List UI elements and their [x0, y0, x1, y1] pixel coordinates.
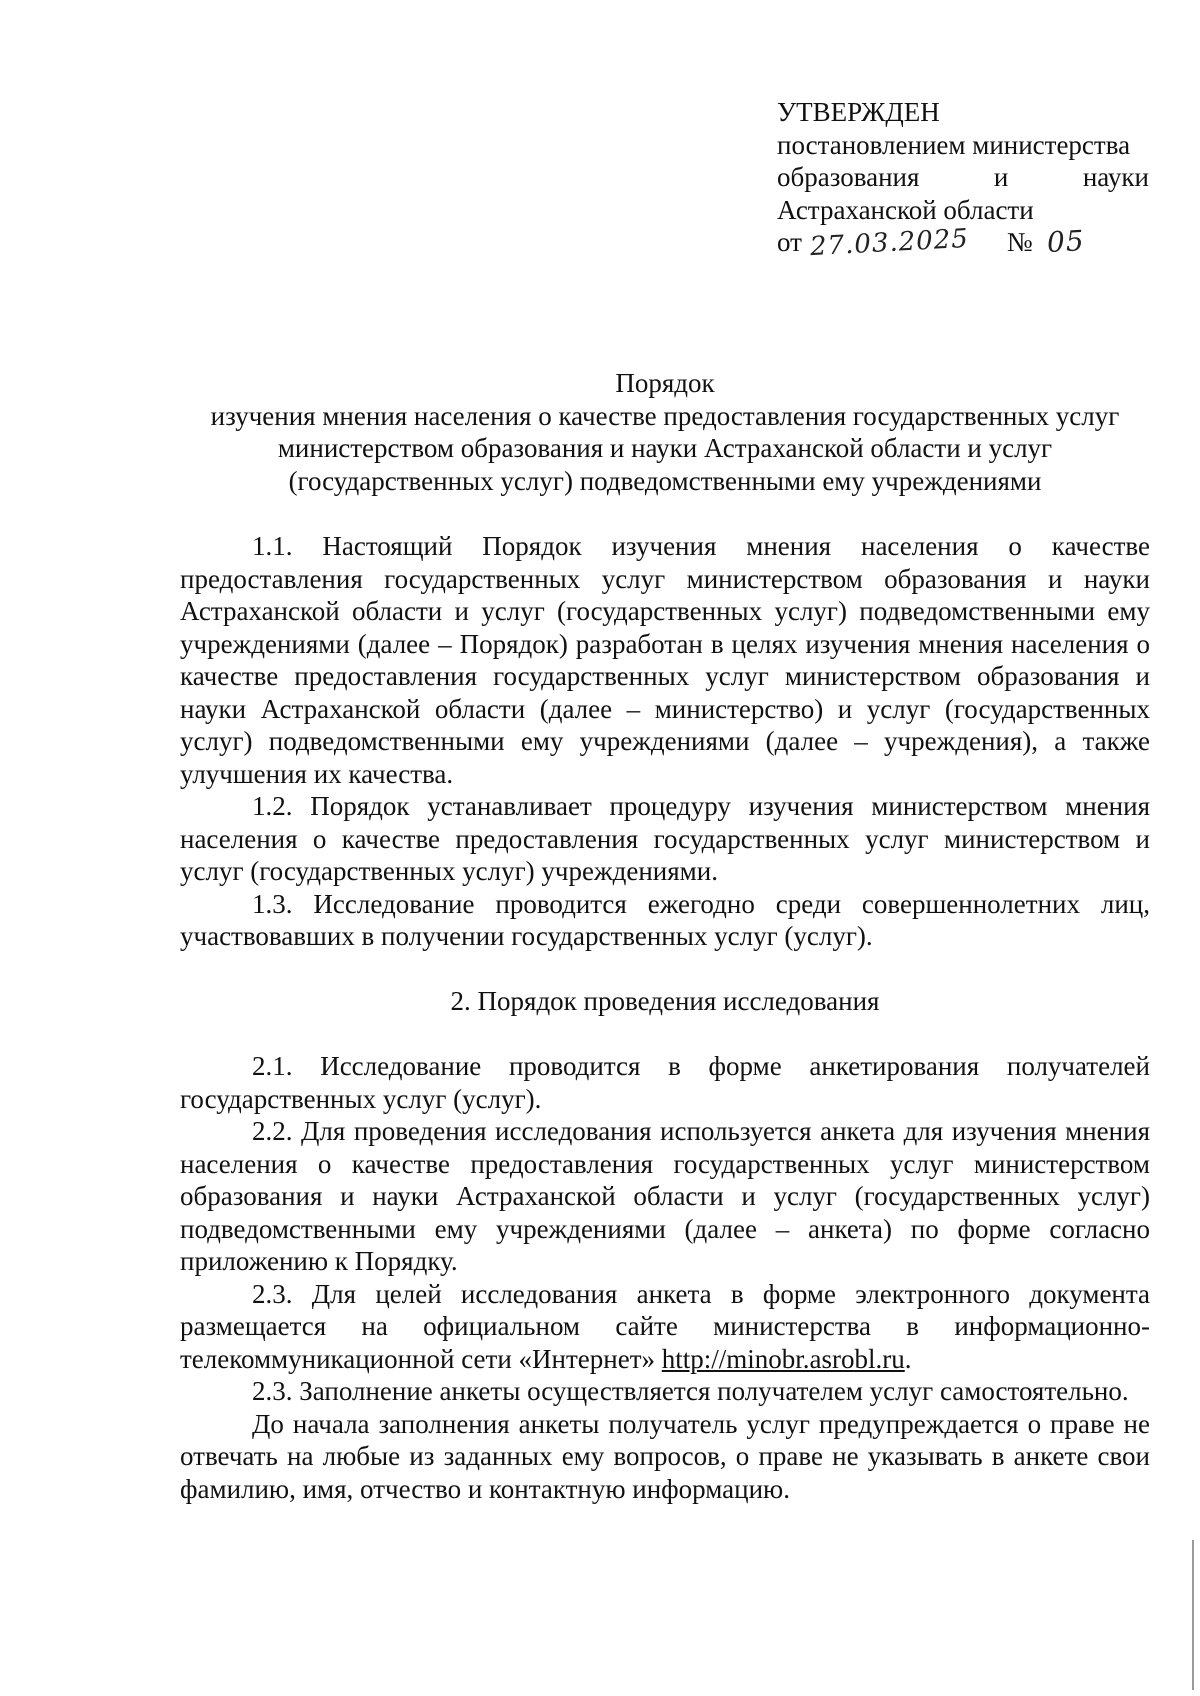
- approval-date-handwritten: 27.03.2025: [809, 223, 970, 263]
- approval-line-1: постановлением министерства: [777, 129, 1131, 160]
- scan-edge-line: [1192, 1540, 1194, 1690]
- paragraph-2-4: До начала заполнения анкеты получатель услуг предупреждается о праве не отвечать на любые из заданных ему вопросов, о праве не указывать в анкете свои фамилию, имя, отчество и контактную информацию.: [180, 1408, 1150, 1504]
- title-line-3: (государственных услуг) подведомственными ему учреждениями: [288, 465, 1042, 496]
- approval-word-3: науки: [1082, 162, 1149, 192]
- section-2-heading: 2. Порядок проведения исследования: [450, 986, 880, 1016]
- approval-word-2: и: [993, 162, 1009, 192]
- approval-date-prefix: от: [777, 227, 802, 257]
- paragraph-2-3-end: .: [904, 1343, 912, 1374]
- title-line-1: изучения мнения населения о качестве предоставления государственных услуг: [210, 400, 1120, 431]
- ministry-website-link[interactable]: http://minobr.asrobl.ru: [661, 1343, 905, 1374]
- paragraph-2-3: [180, 1278, 1150, 1376]
- approval-number-sign: №: [1006, 227, 1033, 257]
- paragraph-2-3-bis: 2.3. Заполнение анкеты осуществляется получателем услуг самостоятельно.: [252, 1376, 1129, 1406]
- paragraph-1-3: 1.3. Исследование проводится ежегодно среди совершеннолетних лиц, участвовавших в получении государственных услуг (услуг).: [180, 888, 1150, 951]
- section-1: [180, 530, 1150, 953]
- paragraph-2-3-text: 2.3. Для целей исследования анкета в форме электронного документа размещается на официальном сайте министерства в информационно-телекоммуникационной сети «Интернет»: [180, 1278, 1150, 1374]
- document-title: [180, 367, 1150, 497]
- paragraph-2-2: 2.2. Для проведения исследования используется анкета для изучения мнения населения о качестве предоставления государственных услуг министерством образования и науки Астраханской области и услуг (государственных услуг) подведомственными ему учреждениями (далее – анкета) по форме согласно приложению к Порядку.: [180, 1116, 1150, 1276]
- approval-heading: УТВЕРЖДЕН: [777, 97, 940, 127]
- paragraph-1-2: 1.2. Порядок устанавливает процедуру изучения министерством мнения населения о качестве предоставления государственных услуг министерством и услуг (государственных услуг) учреждениями.: [180, 791, 1150, 886]
- title-line-2: министерством образования и науки Астраханской области и услуг: [277, 433, 1053, 463]
- approval-number-handwritten: 05: [1045, 224, 1086, 259]
- title-main: Порядок: [615, 368, 715, 398]
- paragraph-2-1: 2.1. Исследование проводится в форме анкетирования получателей государственных услуг (услуг).: [180, 1051, 1150, 1114]
- section-2: [180, 1050, 1150, 1505]
- paragraph-1-1: 1.1. Настоящий Порядок изучения мнения населения о качестве предоставления государственных услуг министерством образования и науки Астраханской области и услуг (государственных услуг) подведомственными ему учреждениями (далее – Порядок) разработан в целях изучения мнения населения о качестве предоставления государственных услуг министерством образования и науки Астраханской области (далее – министерство) и услуг (государственных услуг) подведомственными ему учреждениями (далее – учреждения), а также улучшения их качества.: [180, 531, 1150, 789]
- approval-line-3: Астраханской области: [777, 194, 1034, 225]
- approval-date-line: [777, 223, 1149, 263]
- approval-word-1: образования: [777, 162, 920, 192]
- approval-line-2: [777, 161, 1149, 194]
- approval-stamp-block: [777, 96, 1149, 263]
